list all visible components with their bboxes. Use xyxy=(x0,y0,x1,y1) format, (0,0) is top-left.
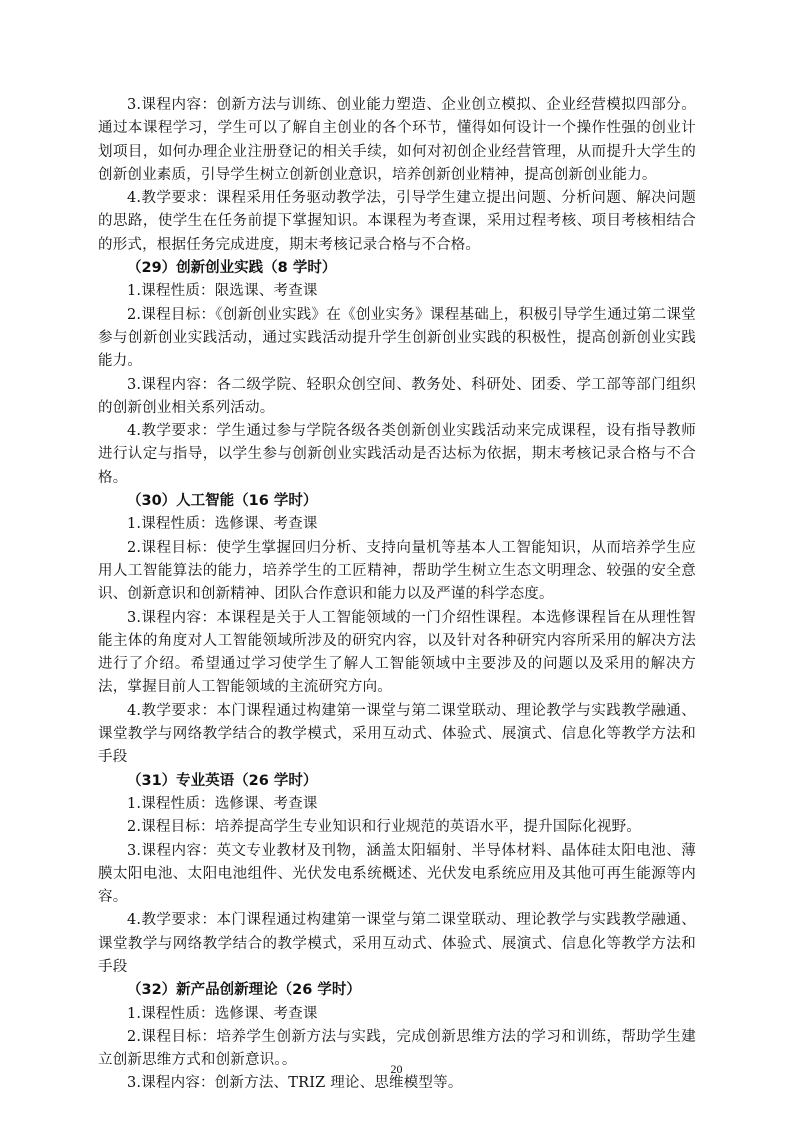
paragraph: 4.教学要求：课程采用任务驱动教学法，引导学生建立提出问题、分析问题、解决问题的思路，使学生在任务前提下掌握知识。本课程为考查课，采用过程考核、项目考核相结合的形式，根据任务完成进度，期末考核记录合格与不合格。 xyxy=(98,190,696,253)
paragraph: 4.教学要求：本门课程通过构建第一课堂与第二课堂联动、理论教学与实践教学融通、课堂教学与网络教学结合的教学模式，采用互动式、体验式、展演式、信息化等教学方法和手段 xyxy=(98,912,696,975)
paragraph: 1.课程性质：选修课、考查课 xyxy=(127,795,318,812)
section-heading: （30）人工智能（16 学时） xyxy=(127,493,318,510)
paragraph: 3.课程内容：各二级学院、轻职众创空间、教务处、科研处、团委、学工部等部门组织的创新创业相关系列活动。 xyxy=(98,376,696,416)
paragraph: 4.教学要求：本门课程通过构建第一课堂与第二课堂联动、理论教学与实践教学融通、课堂教学与网络教学结合的教学模式，采用互动式、体验式、展演式、信息化等教学方法和手段 xyxy=(98,702,696,766)
paragraph: 3.课程内容：创新方法与训练、创业能力塑造、企业创立模拟、企业经营模拟四部分。通过本课程学习，学生可以了解自主创业的各个环节，懂得如何设计一个操作性强的创业计划项目，如何办理企业注册登记的相关手续，如何对初创企业经营管理，从而提升大学生的创新创业素质，引导学生树立创新创业意识，培养创新创业精神，提高创新创业能力。 xyxy=(98,97,696,183)
page-number: 20 xyxy=(390,1062,403,1076)
paragraph: 2.课程目标：《创新创业实践》在《创业实务》课程基础上，积极引导学生通过第二课堂参与创新创业实践活动，通过实践活动提升学生创新创业实践的积极性，提高创新创业实践能力。 xyxy=(98,306,696,370)
paragraph: 2.课程目标：培养提高学生专业知识和行业规范的英语水平，提升国际化视野。 xyxy=(127,819,642,836)
paragraph: 3.课程内容：英文专业教材及刊物，涵盖太阳辐射、半导体材料、晶体硅太阳电池、薄膜太阳电池、太阳电池组件、光伏发电系统概述、光伏发电系统应用及其他可再生能源等内容。 xyxy=(98,842,696,906)
section-heading: （32）新产品创新理论（26 学时） xyxy=(127,982,361,999)
paragraph: 2.课程目标：培养学生创新方法与实践，完成创新思维方法的学习和训练，帮助学生建立创新思维方式和创新意识。。 xyxy=(98,1028,696,1069)
paragraph: 1.课程性质：限选课、考查课 xyxy=(127,283,318,300)
page-content xyxy=(98,94,696,1096)
section-heading: （31）专业英语（26 学时） xyxy=(127,772,318,789)
paragraph: 1.课程性质：选修课、考查课 xyxy=(127,516,318,533)
paragraph: 3.课程内容：创新方法、TRIZ 理论、思维模型等。 xyxy=(127,1075,463,1092)
paragraph: 3.课程内容：本课程是关于人工智能领域的一门介绍性课程。本选修课程旨在从理性智能主体的角度对人工智能领域所涉及的研究内容，以及针对各种研究内容所采用的解决方法进行了介绍。希望通过学习使学生了解人工智能领域中主要涉及的问题以及采用的解决方法，掌握目前人工智能领域的主流研究方向。 xyxy=(98,609,696,696)
paragraph: 2.课程目标：使学生掌握回归分析、支持向量机等基本人工智能知识，从而培养学生应用人工智能算法的能力，培养学生的工匠精神，帮助学生树立生态文明理念、较强的安全意识、创新意识和创新精神、团队合作意识和能力以及严谨的科学态度。 xyxy=(98,539,696,603)
paragraph: 1.课程性质：选修课、考查课 xyxy=(127,1005,318,1022)
section-heading: （29）创新创业实践（8 学时） xyxy=(127,260,337,277)
paragraph: 4.教学要求：学生通过参与学院各级各类创新创业实践活动来完成课程，设有指导教师进行认定与指导，以学生参与创新创业实践活动是否达标为依据，期末考核记录合格与不合格。 xyxy=(98,423,696,486)
